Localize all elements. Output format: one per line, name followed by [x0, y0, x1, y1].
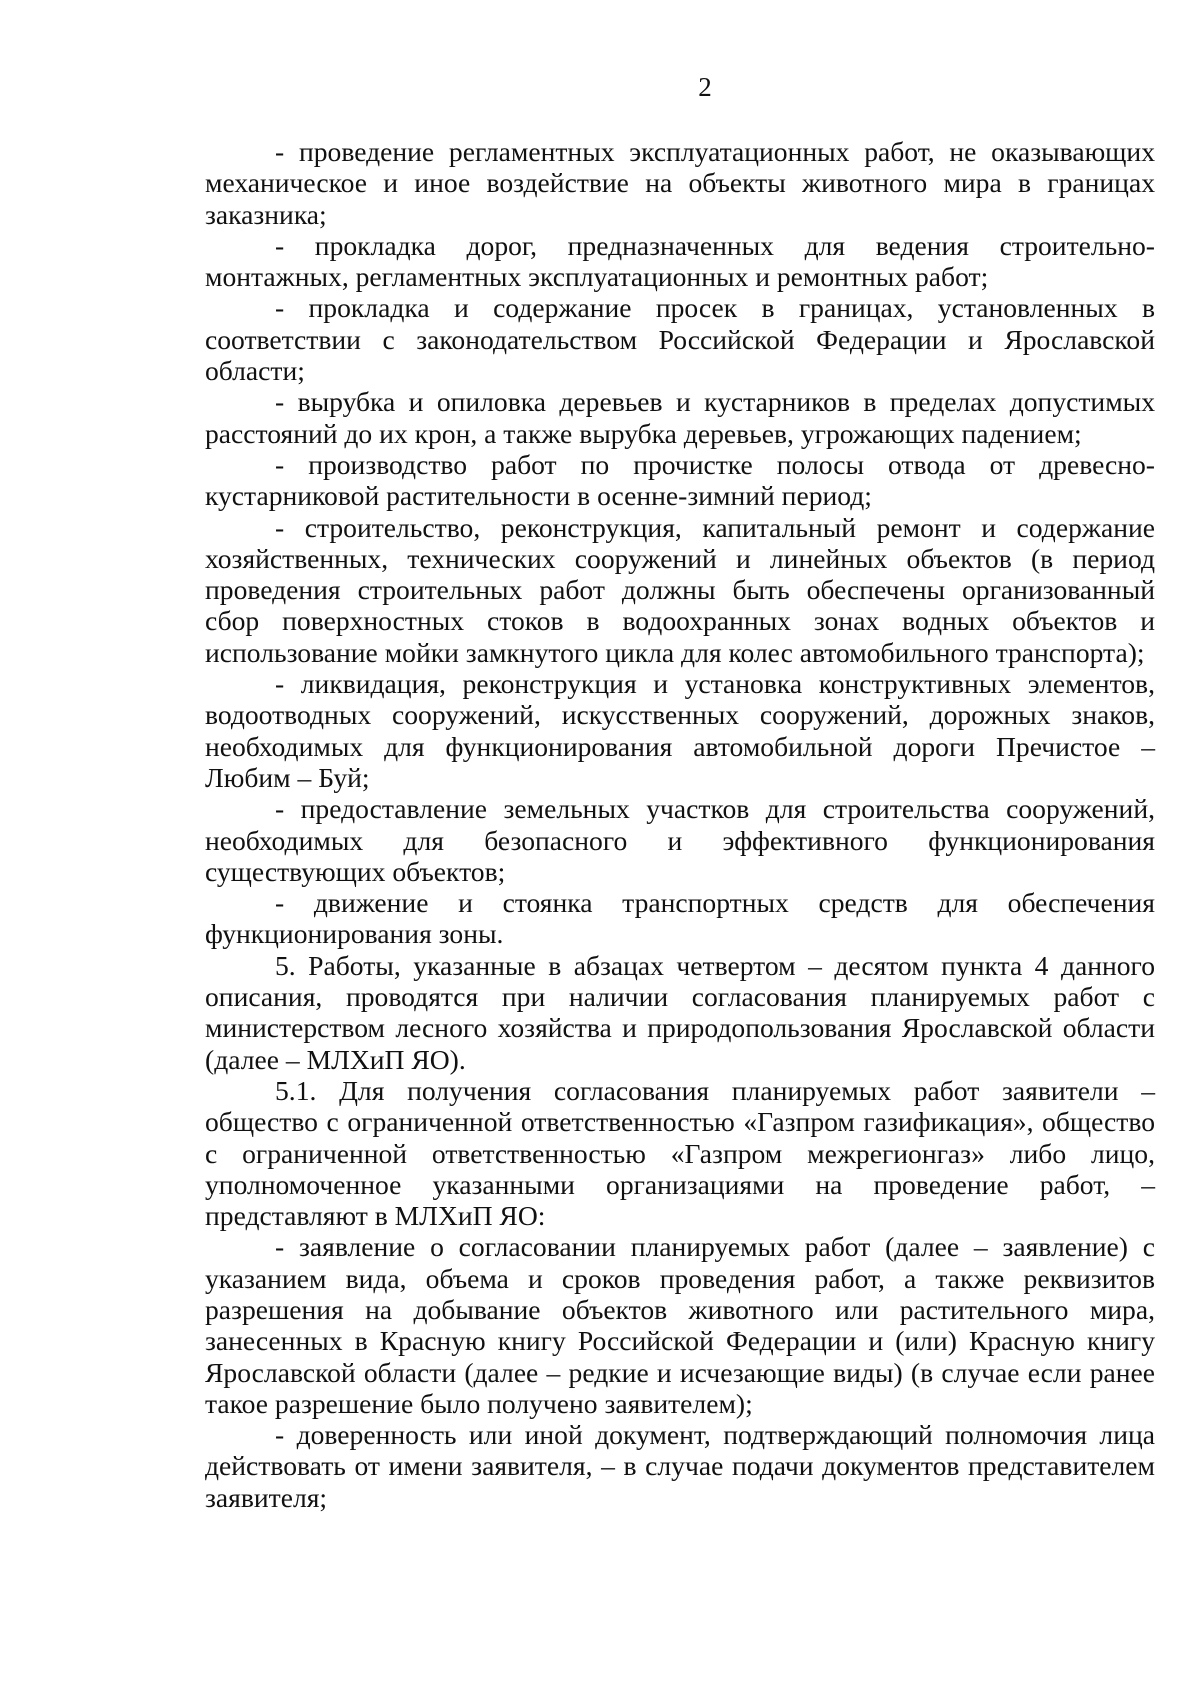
paragraph-right-of-way-clearing: - производство работ по прочистке полосы отвода от древесно-кустарниковой растительности в осенне-зимний период; — [205, 448, 1155, 512]
document-body — [205, 136, 1155, 1513]
paragraph-tree-cutting: - вырубка и опиловка деревьев и кустарников в пределах допустимых расстояний до их крон, а также вырубка деревьев, угрожающих падением; — [205, 386, 1155, 449]
paragraph-construction: - строительство, реконструкция, капитальный ремонт и содержание хозяйственных, технических сооружений и линейных объектов (в период проведения строительных работ должны быть обеспечены организованный сбор поверхностных стоков в водоохранных зонах водных объектов и использование мойки замкнутого цикла для колес автомобильного транспорта); — [205, 511, 1155, 668]
paragraph-clearings: - прокладка и содержание просек в границах, установленных в соответствии с законодательством Российской Федерации и Ярославской области; — [205, 292, 1155, 387]
paragraph-road-laying: - прокладка дорог, предназначенных для ведения строительно-монтажных, регламентных эксплуатационных и ремонтных работ; — [205, 229, 1155, 293]
paragraph-power-of-attorney: - доверенность или иной документ, подтверждающий полномочия лица действовать от имени заявителя, – в случае подачи документов представителем заявителя; — [205, 1419, 1155, 1513]
paragraph-road-elements: - ликвидация, реконструкция и установка конструктивных элементов, водоотводных сооружений, искусственных сооружений, дорожных знаков, необходимых для функционирования автомобильной дороги Пречистое – Любим – Буй; — [205, 668, 1155, 793]
paragraph-section-5: 5. Работы, указанные в абзацах четвертом – десятом пункта 4 данного описания, проводятся при наличии согласования планируемых работ с министерством лесного хозяйства и природопользования Ярославской области (далее – МЛХиП ЯО). — [205, 949, 1155, 1075]
page-number: 2 — [698, 72, 712, 102]
paragraph-land-plots: - предоставление земельных участков для строительства сооружений, необходимых для безопасного и эффективного функционирования существующих объектов; — [205, 793, 1155, 887]
paragraph-vehicle-traffic: - движение и стоянка транспортных средств для обеспечения функционирования зоны. — [205, 887, 1155, 950]
paragraph-application: - заявление о согласовании планируемых работ (далее – заявление) с указанием вида, объема и сроков проведения работ, а также реквизитов разрешения на добывание объектов животного или растительного мира, занесенных в Красную книгу Российской Федерации и (или) Красную книгу Ярославской области (далее – редкие и исчезающие виды) (в случае если ранее такое разрешение было получено заявителем); — [205, 1231, 1155, 1419]
paragraph-regular-maintenance: - проведение регламентных эксплуатационных работ, не оказывающих механическое и иное воздействие на объекты животного мира в границах заказника; — [205, 136, 1155, 230]
paragraph-section-5-1: 5.1. Для получения согласования планируемых работ заявители – общество с ограниченной ответственностью «Газпром газификация», общество с ограниченной ответственностью «Газпром межрегионгаз» либо лицо, уполномоченное указанными организациями на проведение работ, – представляют в МЛХиП ЯО: — [205, 1074, 1155, 1232]
